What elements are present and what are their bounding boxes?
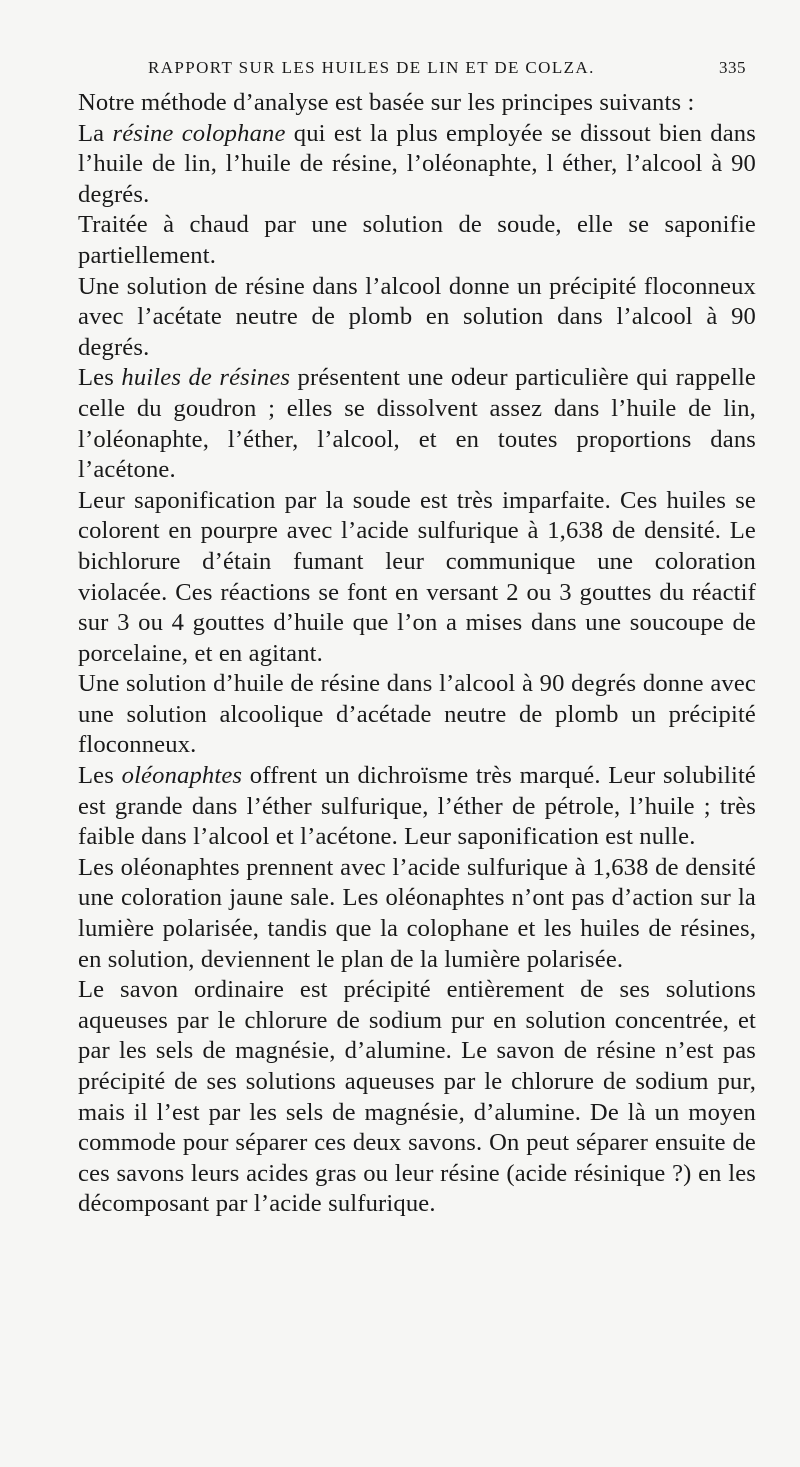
text-run: Une solution de résine dans l’alcool donne un précipité floconneux avec l’acétate neutre de plomb en solution dans l’alcool à 90 degrés. [78, 272, 756, 361]
italic-term: huiles de résines [121, 364, 291, 392]
italic-term: oléonaphtes [121, 762, 243, 790]
text-run: Les [78, 762, 122, 790]
text-run: Traitée à chaud par une solution de soude, elle se saponifie partiellement. [78, 211, 756, 269]
text-run: Leur saponification par la soude est très imparfaite. Ces huiles se colorent en pourpre avec l’acide sulfurique à 1,638 de densité. Le bichlorure d’étain fumant leur communique une coloration violacée. Ces réactions se font en versant 2 ou 3 gouttes du réactif sur 3 ou 4 gouttes d’huile que l’on a mises dans une soucoupe de porcelaine, et en agitant. [78, 486, 756, 667]
text-run: Une solution d’huile de résine dans l’alcool à 90 degrés donne avec une solution alcoolique d’acétade neutre de plomb un précipité floconneux. [78, 670, 756, 759]
text-run: offrent un dichroïsme très marqué. Leur solubilité est grande dans l’éther sulfurique, l’éther de pétrole, l’huile ; très faible dans l’alcool et l’acétone. Leur saponification est nulle. [78, 762, 756, 851]
body-text [78, 88, 756, 1220]
text-run: présentent une odeur particulière qui rappelle celle du goudron ; elles se dissolvent assez dans l’huile de lin, l’oléonaphte, l’éther, l’alcool, et en toutes proportions dans l’acétone. [78, 364, 756, 484]
paragraph [78, 853, 756, 975]
paragraph [78, 363, 756, 485]
paragraph [78, 975, 756, 1220]
paragraph [78, 669, 756, 761]
paragraph [78, 119, 756, 211]
text-run: Les [78, 364, 122, 392]
paragraph [78, 210, 756, 271]
running-head [148, 58, 746, 78]
page-number: 335 [719, 58, 746, 77]
text-run: Les oléonaphtes prennent avec l’acide sulfurique à 1,638 de densité une coloration jaune sale. Les oléonaphtes n’ont pas d’action sur la lumière polarisée, tandis que la colophane et les huiles de résines, en solution, deviennent le plan de la lumière polarisée. [78, 853, 756, 973]
running-title: RAPPORT SUR LES HUILES DE LIN ET DE COLZA. [148, 58, 595, 77]
paragraph [78, 486, 756, 670]
paragraph [78, 88, 756, 119]
italic-term: résine colophane [112, 119, 286, 147]
paragraph [78, 761, 756, 853]
paragraph [78, 272, 756, 364]
text-run: La [78, 119, 113, 147]
text-run: Notre méthode d’analyse est basée sur les principes suivants : [78, 89, 695, 116]
text-run: Le savon ordinaire est précipité entièrement de ses solutions aqueuses par le chlorure de sodium pur en solution concentrée, et par les sels de magnésie, d’alumine. Le savon de résine n’est pas précipité de ses solutions aqueuses par le chlorure de sodium pur, mais il l’est par les sels de magnésie, d’alumine. De là un moyen commode pour séparer ces deux savons. On peut séparer ensuite de ces savons leurs acides gras ou leur résine (acide résinique ?) en les décomposant par l’acide sulfurique. [78, 976, 756, 1218]
text-run: qui est la plus employée se dissout bien dans l’huile de lin, l’huile de résine, l’oléonaphte, l éther, l’alcool à 90 degrés. [78, 119, 756, 208]
